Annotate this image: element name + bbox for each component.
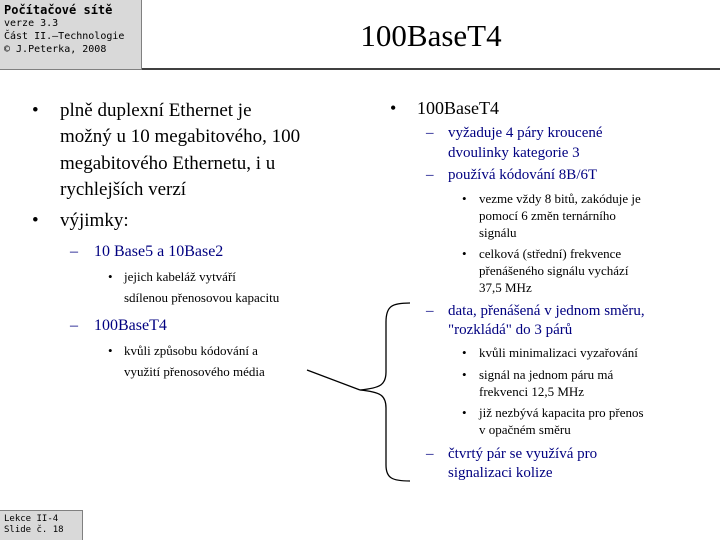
copyright-text: © J.Peterka, 2008 bbox=[4, 44, 107, 55]
bullet-dash-icon: – bbox=[70, 243, 78, 260]
right-sub-3a: kvůli minimalizaci vyzařování bbox=[479, 345, 638, 360]
right-sub-1-line-2: dvoulinky kategorie 3 bbox=[448, 145, 580, 161]
right-sub-2a-line-2: pomocí 6 změn ternárního bbox=[479, 208, 616, 223]
bullet-dot-icon: • bbox=[462, 246, 467, 261]
left-bullet-1-line-3: megabitového Ethernetu, i u bbox=[60, 153, 276, 174]
bullet-dot-icon: • bbox=[462, 191, 467, 206]
left-sub-2a-line-1: kvůli způsobu kódování a bbox=[124, 343, 258, 358]
right-sub-3c-line-2: v opačném směru bbox=[479, 422, 571, 437]
bullet-dash-icon: – bbox=[426, 167, 434, 183]
right-sub-4-line-2: signalizaci kolize bbox=[448, 465, 553, 481]
left-sub-1: 10 Base5 a 10Base2 bbox=[94, 243, 224, 260]
bullet-dot-icon: • bbox=[108, 269, 113, 284]
slide-footer-box bbox=[0, 510, 83, 540]
right-sub-2b-line-1: celková (střední) frekvence bbox=[479, 246, 622, 261]
bullet-dash-icon: – bbox=[426, 125, 434, 141]
right-sub-2b-line-2: přenášeného signálu vychází bbox=[479, 263, 629, 278]
bullet-dot-icon: • bbox=[462, 345, 467, 360]
right-sub-1-line-1: vyžaduje 4 páry kroucené bbox=[448, 125, 603, 141]
version-text: verze 3.3 bbox=[4, 18, 59, 29]
right-sub-2a-line-3: signálu bbox=[479, 225, 517, 240]
part-text: Část II.–Technologie bbox=[4, 31, 125, 42]
bullet-dot-icon: • bbox=[390, 98, 397, 118]
bullet-dot-icon: • bbox=[32, 210, 39, 231]
left-sub-1a-line-1: jejich kabeláž vytváří bbox=[124, 269, 236, 284]
bullet-dot-icon: • bbox=[108, 343, 113, 358]
right-sub-3b-line-1: signál na jednom páru má bbox=[479, 367, 614, 382]
bullet-dot-icon: • bbox=[462, 367, 467, 382]
left-sub-2: 100BaseT4 bbox=[94, 317, 167, 334]
bullet-dot-icon: • bbox=[462, 405, 467, 420]
right-sub-2b-line-3: 37,5 MHz bbox=[479, 280, 532, 295]
right-sub-3c-line-1: již nezbývá kapacita pro přenos bbox=[479, 405, 644, 420]
left-bullet-1-line-1: plně duplexní Ethernet je bbox=[60, 100, 252, 121]
right-sub-2: používá kódování 8B/6T bbox=[448, 167, 598, 183]
bullet-dash-icon: – bbox=[426, 303, 434, 319]
bullet-dash-icon: – bbox=[70, 317, 78, 334]
left-bullet-2: výjimky: bbox=[60, 210, 129, 231]
right-sub-3-line-2: "rozkládá" do 3 párů bbox=[448, 322, 573, 338]
right-sub-4-line-1: čtvrtý pár se využívá pro bbox=[448, 446, 598, 462]
bullet-dash-icon: – bbox=[426, 446, 434, 462]
right-bullet-1: 100BaseT4 bbox=[417, 98, 499, 118]
right-sub-3b-line-2: frekvenci 12,5 MHz bbox=[479, 384, 585, 399]
slide-title: 100BaseT4 bbox=[360, 18, 502, 53]
left-sub-2a-line-2: využití přenosového média bbox=[124, 364, 265, 379]
course-name: Počítačové sítě bbox=[4, 3, 113, 17]
left-bullet-1-line-4: rychlejších verzí bbox=[60, 179, 187, 200]
lesson-number: Lekce II-4 bbox=[4, 514, 59, 524]
left-bullet-1-line-2: možný u 10 megabitového, 100 bbox=[60, 126, 301, 147]
right-sub-2a-line-1: vezme vždy 8 bitů, zakóduje je bbox=[479, 191, 641, 206]
left-sub-1a-line-2: sdílenou přenosovou kapacitu bbox=[124, 290, 280, 305]
bullet-dot-icon: • bbox=[32, 100, 39, 121]
slide-number: Slide č. 18 bbox=[4, 525, 64, 535]
right-sub-3-line-1: data, přenášená v jednom směru, bbox=[448, 303, 645, 319]
